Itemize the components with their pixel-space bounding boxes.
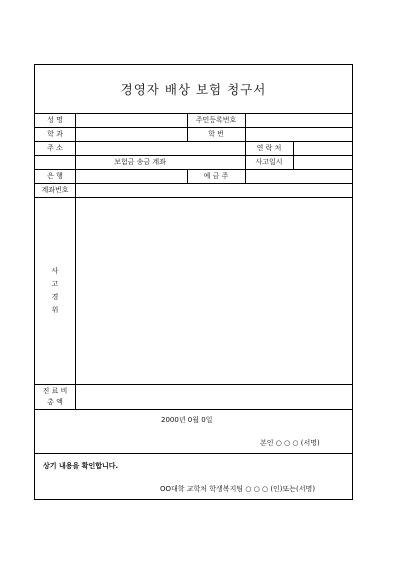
payment-account-heading: 보험금 송금 계좌	[114, 158, 166, 166]
accident-details-char: 경	[51, 292, 59, 301]
student-number-field[interactable]	[245, 127, 352, 141]
student-number-label: 학 번	[208, 130, 224, 138]
bank-label: 은 행	[47, 172, 63, 180]
divider	[35, 453, 352, 454]
medical-cost-label-line2: 총 액	[47, 397, 63, 406]
office-signature: OO대학 교학처 학생복지팀 ○ ○ ○ (인)또는(서명)	[160, 485, 316, 493]
form-title: 경영자 배상 보험 청구서	[120, 82, 267, 97]
accident-details-label	[35, 197, 75, 384]
accident-details-char: 위	[51, 305, 59, 314]
accident-date-field[interactable]	[293, 155, 352, 169]
address-label: 주 소	[47, 144, 63, 152]
accident-date-label: 사고일시	[255, 158, 283, 166]
account-holder-field[interactable]	[245, 169, 352, 183]
contact-label: 연 락 처	[256, 144, 282, 152]
accident-details-field[interactable]	[75, 197, 352, 384]
accident-details-char: 고	[51, 279, 59, 288]
account-number-label: 계좌번호	[41, 186, 69, 194]
address-field[interactable]	[75, 141, 245, 155]
confirmation-text: 상기 내용을 확인합니다.	[43, 462, 119, 470]
medical-cost-field[interactable]	[75, 384, 352, 409]
divider	[35, 409, 352, 410]
department-field[interactable]	[75, 127, 187, 141]
account-holder-label: 예 금 주	[203, 172, 229, 180]
claim-date: 2000년 0월 0일	[161, 416, 213, 424]
bank-field[interactable]	[75, 169, 187, 183]
resident-number-label: 주민등록번호	[195, 116, 237, 124]
accident-details-char: 사	[51, 266, 59, 275]
claim-form	[34, 64, 353, 500]
resident-number-field[interactable]	[245, 113, 352, 127]
account-number-field[interactable]	[75, 183, 352, 197]
medical-cost-label	[35, 384, 75, 409]
contact-field[interactable]	[293, 141, 352, 155]
name-field[interactable]	[75, 113, 187, 127]
medical-cost-label-line1: 진 료 비	[42, 386, 68, 395]
name-label: 성 명	[47, 116, 63, 124]
applicant-signature: 본인 ○ ○ ○ (서명)	[260, 439, 320, 447]
department-label: 학 과	[47, 130, 63, 138]
